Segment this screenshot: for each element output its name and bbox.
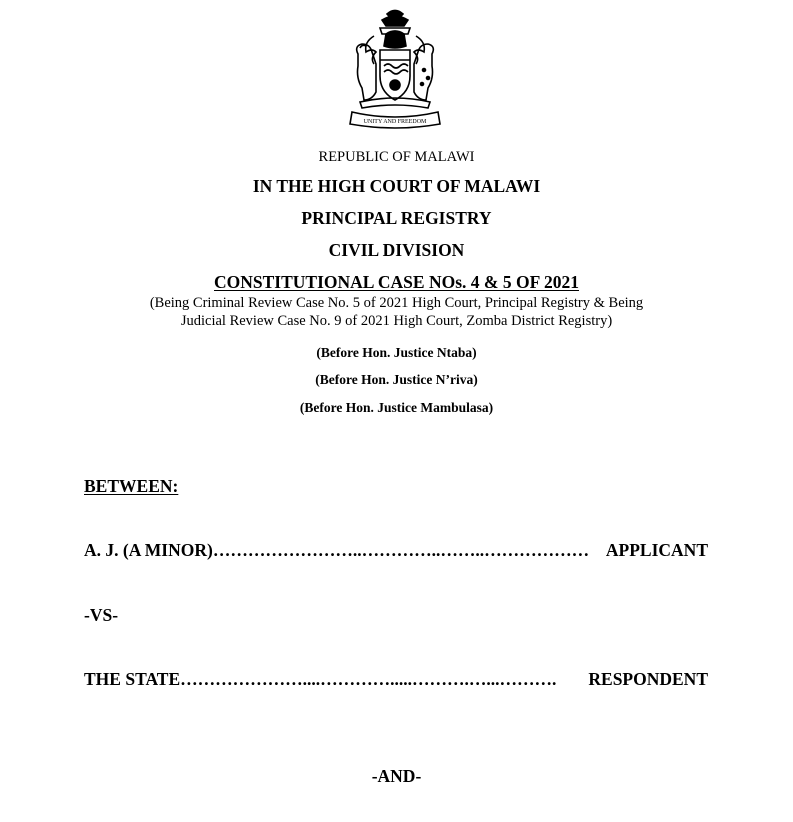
- judge-3: (Before Hon. Justice Mambulasa): [299, 400, 494, 415]
- applicant-name: A. J. (A MINOR): [84, 540, 213, 560]
- respondent-name: THE STATE: [84, 669, 181, 689]
- respondent-line: [84, 669, 708, 690]
- case-title-text: CONSTITUTIONAL CASE NOs. 4 & 5 OF 2021: [214, 272, 579, 292]
- case-title: [0, 272, 793, 293]
- registry-heading: PRINCIPAL REGISTRY: [301, 208, 492, 228]
- court-heading: IN THE HIGH COURT OF MALAWI: [252, 176, 541, 196]
- case-note-line-2: Judicial Review Case No. 9 of 2021 High Court, Zomba District Registry): [180, 313, 613, 329]
- malawi-coat-of-arms-icon: [344, 8, 446, 132]
- and-label: -AND-: [371, 766, 422, 786]
- applicant-leader-dots: ……………………..…………..……..………………: [212, 540, 590, 560]
- between-label: BETWEEN:: [84, 476, 179, 496]
- respondent-role: RESPONDENT: [588, 669, 708, 689]
- applicant-line: [84, 540, 708, 561]
- crest-motto: UNITY AND FREEDOM: [363, 119, 427, 125]
- division-heading: CIVIL DIVISION: [328, 240, 465, 260]
- judge-1: (Before Hon. Justice Ntaba): [316, 345, 477, 360]
- case-note-line-1: (Being Criminal Review Case No. 5 of 2021 High Court, Principal Registry & Being: [149, 295, 644, 311]
- versus-label: -VS-: [84, 605, 119, 625]
- judge-2: (Before Hon. Justice N’riva): [315, 372, 478, 387]
- republic-heading: REPUBLIC OF MALAWI: [318, 149, 475, 165]
- respondent-leader-dots: …………………....………….....……….…...……….: [180, 669, 557, 689]
- applicant-role: APPLICANT: [605, 540, 708, 560]
